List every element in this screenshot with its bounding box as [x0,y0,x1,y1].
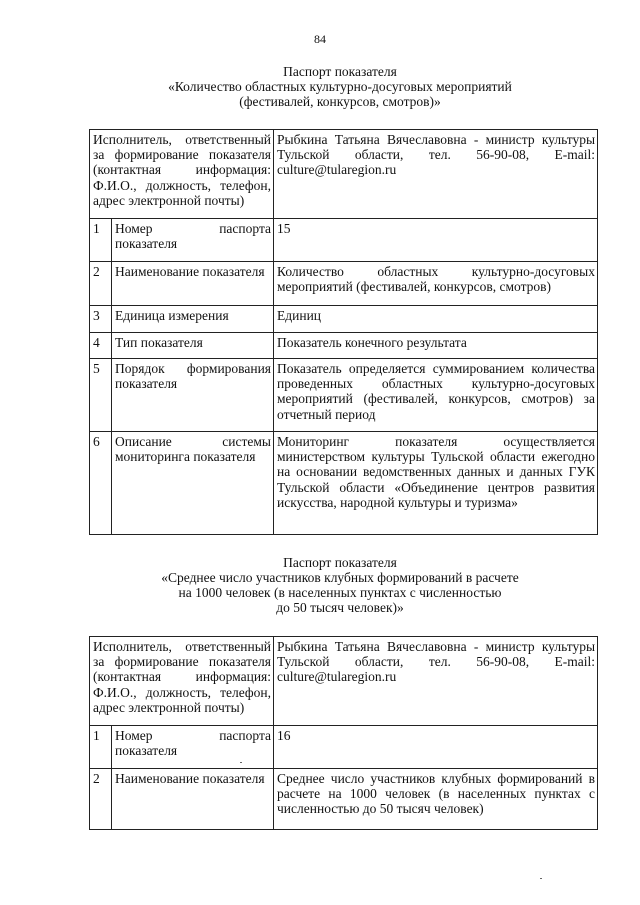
row-label: Наименование показателя [112,769,274,830]
heading-line: до 50 тысяч человек)» [276,600,404,615]
row-label: Номер паспорта показателя [112,726,274,769]
table-row [90,262,598,306]
row-value: Мониторинг показателя осуществляется министерством культуры Тульской области ежегодно на основании ведомственных данных и данных ГУК Тульской области «Объединение центров развития искусства, народной культуры и туризма» [274,432,598,535]
row-label: Единица измерения [112,306,274,333]
table-row [90,726,598,769]
executor-value: Рыбкина Татьяна Вячеславовна - министр культуры Тульской области, тел. 56-90-08, E-mail: culture@tularegion.ru [274,130,598,219]
row-number: 6 [90,432,112,535]
table-row [90,769,598,830]
page-number: 84 [314,32,326,46]
row-number: 4 [90,333,112,359]
heading-line: на 1000 человек (в населенных пунктах с численностью [178,585,502,600]
row-number: 5 [90,359,112,432]
row-label: Описание системы мониторинга показателя [112,432,274,535]
table-row [90,359,598,432]
table-row [90,306,598,333]
row-value: Показатель конечного результата [274,333,598,359]
row-label: Порядок формирования показателя [112,359,274,432]
table-row [90,219,598,262]
row-label: Тип показателя [112,333,274,359]
row-value: Показатель определяется суммированием количества проведенных областных культурно-досуговых мероприятий (фестивалей, конкурсов, смотров) за отчетный период [274,359,598,432]
row-label: Номер паспорта показателя [112,219,274,262]
heading-line: «Среднее число участников клубных формирований в расчете [161,570,519,585]
heading-line: (фестивалей, конкурсов, смотров)» [239,94,441,109]
row-number: 2 [90,769,112,830]
row-number: 1 [90,726,112,769]
row-value: Количество областных культурно-досуговых мероприятий (фестивалей, конкурсов, смотров) [274,262,598,306]
section-2-heading [90,555,590,615]
row-value: 15 [274,219,598,262]
heading-line: «Количество областных культурно-досуговых мероприятий [168,79,512,94]
passport-table-2 [89,636,598,830]
executor-label: Исполнитель, ответственный за формирование показателя (контактная информация: Ф.И.О., должность, телефон, адрес электронной почты) [90,130,274,219]
row-value: 16 [274,726,598,769]
row-value: Среднее число участников клубных формирований в расчете на 1000 человек (в населенных пунктах с численностью до 50 тысяч человек) [274,769,598,830]
executor-row [90,130,598,219]
table-row [90,432,598,535]
row-number: 3 [90,306,112,333]
row-label: Наименование показателя [112,262,274,306]
section-1-heading [90,64,590,109]
row-value: Единиц [274,306,598,333]
scan-mark [540,878,542,879]
executor-row [90,637,598,726]
table-row [90,333,598,359]
row-number: 1 [90,219,112,262]
passport-table-1 [89,129,598,535]
scan-mark [240,762,242,763]
heading-line: Паспорт показателя [283,555,397,570]
executor-value: Рыбкина Татьяна Вячеславовна - министр культуры Тульской области, тел. 56-90-08, E-mail: culture@tularegion.ru [274,637,598,726]
heading-line: Паспорт показателя [283,64,397,79]
executor-label: Исполнитель, ответственный за формирование показателя (контактная информация: Ф.И.О., должность, телефон, адрес электронной почты) [90,637,274,726]
row-number: 2 [90,262,112,306]
